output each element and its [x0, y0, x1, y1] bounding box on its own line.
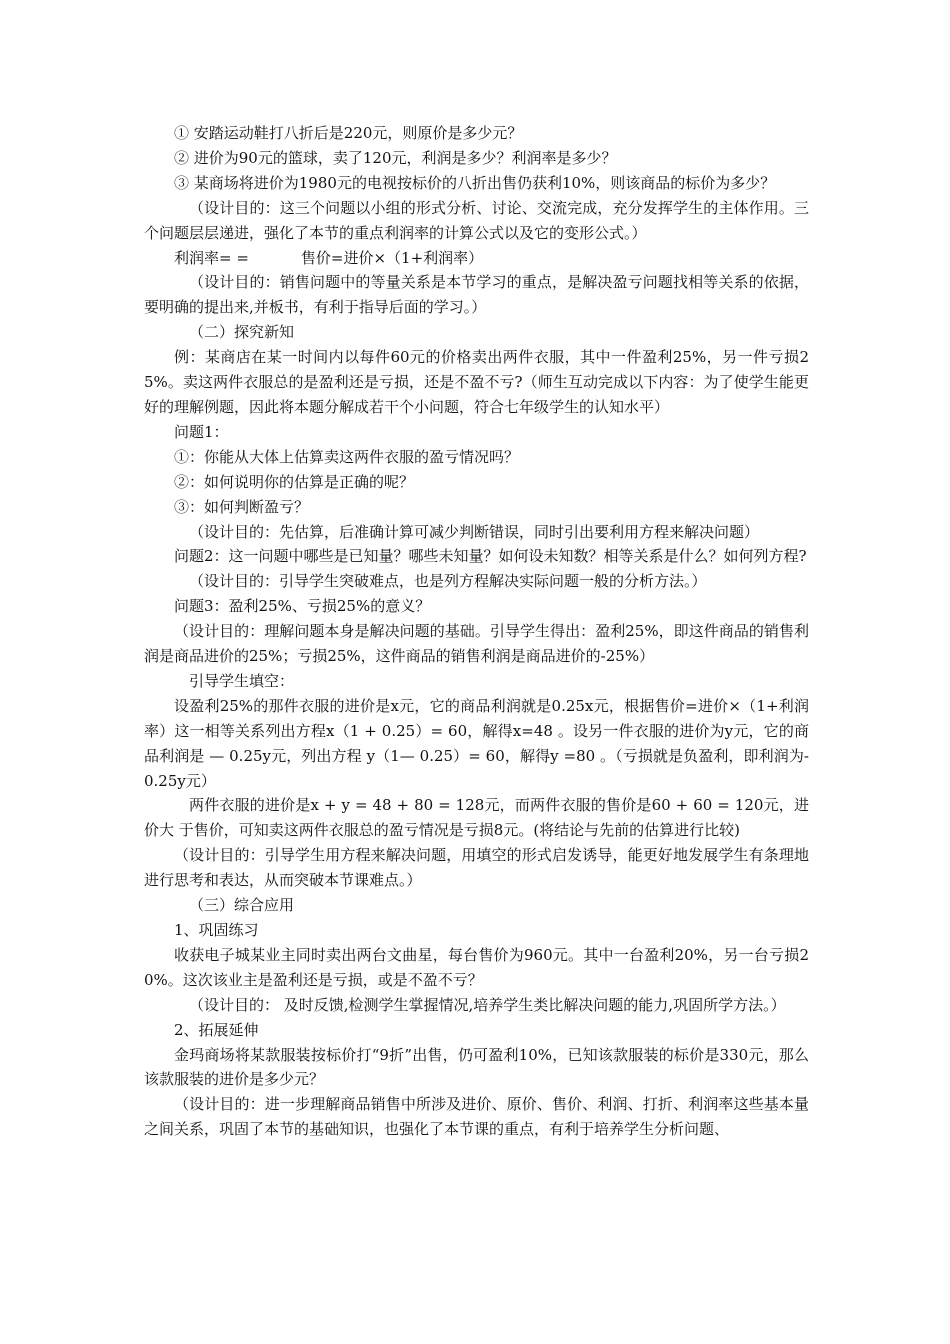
paragraph-question-1: 问题1： — [174, 422, 229, 441]
paragraph-practice: 收获电子城某业主同时卖出两台文曲星，每台售价为960元。其中一台盈利20%，另一台亏损20%。这次该业主是盈利还是亏损，或是不盈不亏？ — [144, 945, 809, 989]
paragraph-solution: 设盈利25%的那件衣服的进价是x元，它的商品利润就是0.25x元，根据售价=进价×（1+利润率）这一相等关系列出方程x（1 + 0.25）= 60，解得x=48 。设另一件衣服的进价为y元，它的商品利润是 — 0.25y元，列出方程 y（1— 0.25）= 60，解得y =80 。（亏损就是负盈利，即利润为-0.25y元） — [144, 696, 809, 790]
subheading-extension: 2、拓展延伸 — [174, 1020, 259, 1039]
section-heading-application: （三）综合应用 — [189, 896, 295, 915]
paragraph-design-purpose-8: （设计目的：进一步理解商品销售中所涉及进价、原价、售价、利润、打折、利润率这些基本量之间关系，巩固了本节的基础知识，也强化了本节课的重点，有利于培养学生分析问题、 — [144, 1095, 809, 1139]
paragraph-design-purpose-7: （设计目的： 及时反馈,检测学生掌握情况,培养学生类比解决问题的能力,巩固所学方法。） — [189, 995, 786, 1014]
paragraph-design-purpose-6: （设计目的：引导学生用方程来解决问题，用填空的形式启发诱导，能更好地发展学生有条理地进行思考和表达，从而突破本节课难点。） — [144, 846, 809, 890]
formula-line — [144, 246, 809, 271]
paragraph-example: 例：某商店在某一时间内以每件60元的价格卖出两件衣服，其中一件盈利25%，另一件亏损25%。卖这两件衣服总的是盈利还是亏损，还是不盈不亏?（师生互动完成以下内容：为了使学生能更好的理解例题，因此将本题分解成若干个小问题，符合七年级学生的认知水平） — [144, 348, 809, 416]
paragraph-design-purpose-2: （设计目的：销售问题中的等量关系是本节学习的重点，是解决盈亏问题找相等关系的依据，要明确的提出来,并板书，有利于指导后面的学习。） — [144, 273, 809, 317]
paragraph-design-purpose-3: （设计目的：先估算，后准确计算可减少判断错误，同时引出要利用方程来解决问题） — [189, 522, 760, 541]
paragraph-q2: ② 进价为90元的篮球，卖了120元，利润是多少？利润率是多少？ — [174, 148, 617, 167]
paragraph-design-purpose-5: （设计目的：理解问题本身是解决问题的基础。引导学生得出：盈利25%，即这件商品的销售利润是商品进价的25%；亏损25%，这件商品的销售利润是商品进价的-25%） — [144, 622, 809, 666]
paragraph-question-2: 问题2：这一问题中哪些是已知量？哪些未知量？如何设未知数？相等关系是什么？如何列方程? — [174, 547, 807, 566]
paragraph-extension: 金玛商场将某款服装按标价打“9折”出售，仍可盈利10%，已知该款服装的标价是330元，那么该款服装的进价是多少元？ — [144, 1045, 809, 1089]
paragraph-q3: ③ 某商场将进价为1980元的电视按标价的八折出售仍获利10%，则该商品的标价为多少？ — [174, 173, 776, 192]
paragraph-design-purpose-1: （设计目的：这三个问题以小组的形式分析、讨论、交流完成，充分发挥学生的主体作用。三个问题层层递进，强化了本节的重点利润率的计算公式以及它的变形公式。） — [144, 198, 809, 242]
paragraph-conclusion: 两件衣服的进价是x + y = 48 + 80 = 128元，而两件衣服的售价是60 + 60 = 120元，进价大 于售价，可知卖这两件衣服总的盈亏情况是亏损8元。(将结论与先前的估算进行比较) — [144, 796, 809, 840]
paragraph-question-1-b: ②：如何说明你的估算是正确的呢？ — [174, 472, 415, 491]
selling-price-formula: 售价=进价×（1+利润率） — [300, 248, 484, 267]
subheading-practice: 1、巩固练习 — [174, 921, 259, 939]
paragraph-question-3: 问题3：盈利25%、亏损25%的意义？ — [174, 597, 431, 616]
paragraph-design-purpose-4: （设计目的：引导学生突破难点，也是列方程解决实际问题一般的分析方法。） — [189, 572, 707, 591]
paragraph-question-1-c: ③：如何判断盈亏？ — [174, 497, 310, 516]
profit-rate-formula: 利润率= = — [174, 248, 249, 267]
paragraph-q1: ① 安踏运动鞋打八折后是220元，则原价是多少元？ — [174, 124, 523, 142]
paragraph-fill-in: 引导学生填空： — [189, 671, 295, 690]
paragraph-question-1-a: ①：你能从大体上估算卖这两件衣服的盈亏情况吗？ — [174, 447, 520, 466]
section-heading-explore: （二）探究新知 — [189, 323, 295, 342]
